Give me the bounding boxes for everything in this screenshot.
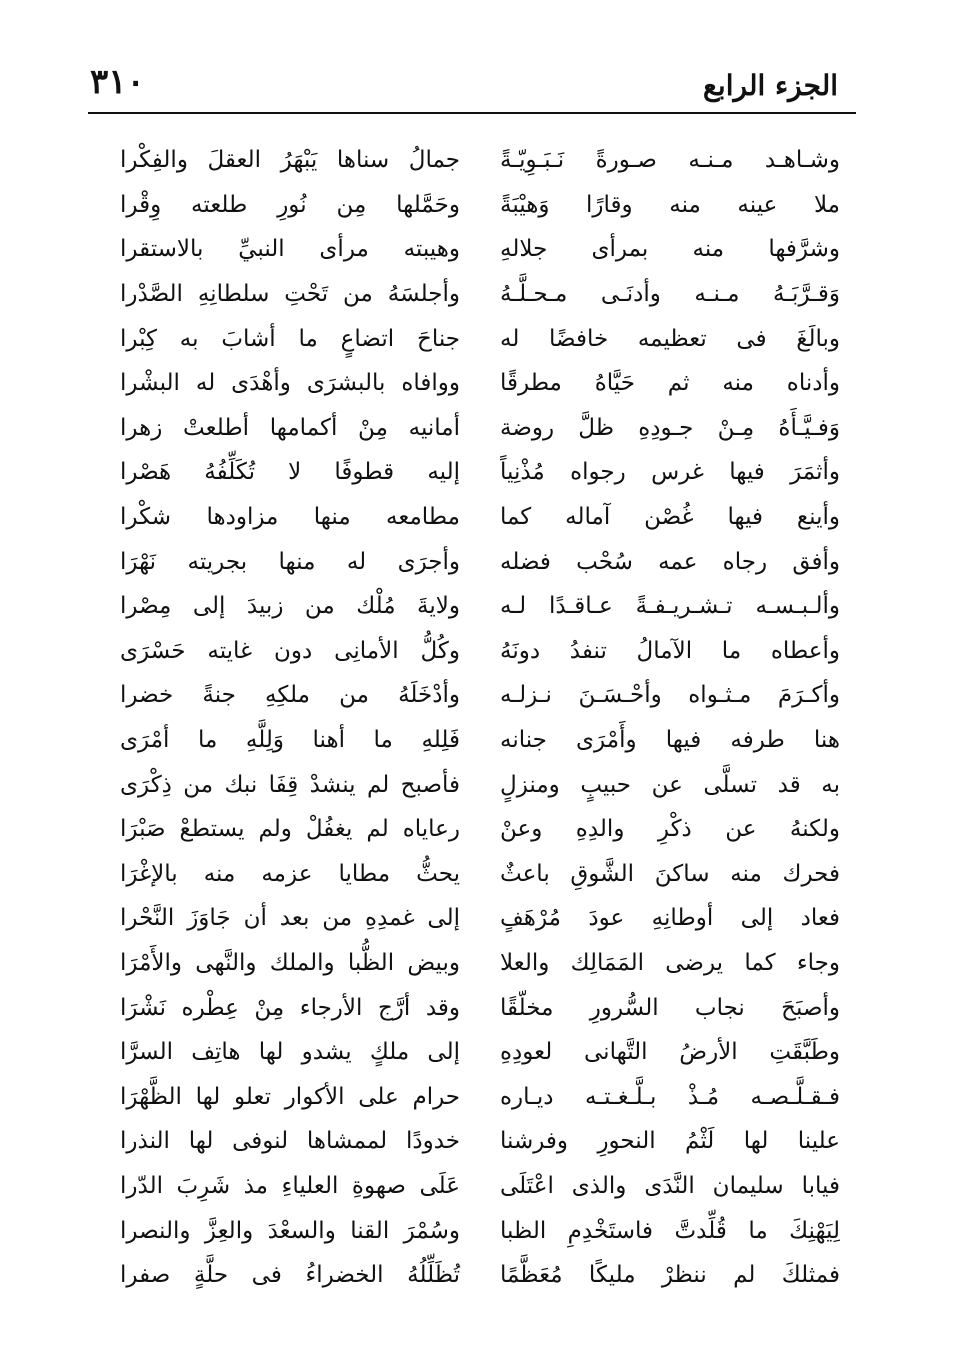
- second-hemistich: أمانيه مِنْ أكمامها أطلعتْ زهرا: [120, 414, 460, 441]
- first-hemistich: لِيَهْنِكَ ما قُلِّدتَّ فاستَخْدِمِ الظبا: [500, 1217, 840, 1244]
- second-hemistich: مطامعه منها مزاودها شكْرا: [120, 504, 460, 531]
- first-hemistich: هنا طرفه فيها وأَمْرَى جنانه: [500, 727, 840, 754]
- second-hemistich: وبيض الظُّبا والملك والنَّهى والأَمْرَا: [120, 949, 460, 976]
- second-hemistich: فَلِلهِ ما أهنا وَلِلَّهِ ما أمْرَى: [120, 727, 460, 754]
- verse-line: [120, 316, 840, 361]
- first-hemistich: فعاد إلى أوطانِهِ عودَ مُرْهَفٍ: [500, 905, 840, 932]
- second-hemistich: ووافاه بالبشرَى وأهْدَى له البشْرا: [120, 370, 460, 397]
- first-hemistich: وَقـرَّبَـهُ مـنـه وأدنَـى مـحـلَّـهُ: [500, 281, 840, 308]
- first-hemistich: فمثلكَ لم ننظرْ مليكًا مُعَظَّمًا: [500, 1262, 840, 1289]
- verse-line: [120, 762, 840, 807]
- second-hemistich: يحثُّ مطايا عزمه منه بالإغْرَا: [120, 860, 460, 887]
- first-hemistich: فحرك منه ساكنَ الشَّوقِ باعثٌ: [500, 860, 840, 887]
- verse-line: [120, 138, 840, 183]
- second-hemistich: وقد أرَّج الأرجاء مِنْ عِطْره نَشْرَا: [120, 994, 460, 1021]
- verse-line: [120, 629, 840, 674]
- second-hemistich: جمالُ سناها يَبْهَرُ العقلَ والفِكْرا: [120, 147, 460, 174]
- page-header: [90, 58, 856, 108]
- verse-line: [120, 1253, 840, 1298]
- second-hemistich: وحَمَّلها مِن نُورِ طلعته وِقْرا: [120, 191, 460, 218]
- verse-line: [120, 1208, 840, 1253]
- verse-line: [120, 1030, 840, 1075]
- verse-line: [120, 584, 840, 629]
- verse-line: [120, 718, 840, 763]
- first-hemistich: وأثمَرَ فيها غرس رجواه مُذْنِياً: [500, 459, 840, 486]
- verse-line: [120, 183, 840, 228]
- first-hemistich: وطَبَّقَتِ الأرضُ التَّهانى لعودِهِ: [500, 1039, 840, 1066]
- second-hemistich: إليه قطوفًا لا تُكَلِّفُهُ هَصْرا: [120, 459, 460, 486]
- verse-line: [120, 985, 840, 1030]
- first-hemistich: فـقـلَّـصـه مُـذْ بـلَّـغـتـه ديـاره: [500, 1083, 840, 1110]
- verse-line: [120, 227, 840, 272]
- second-hemistich: عَلَى صهوةِ العلياءِ مذ شَرِبَ الدّرا: [120, 1172, 460, 1199]
- second-hemistich: ولايةَ مُلْك من زبيدَ إلى مِصْرا: [120, 593, 460, 620]
- second-hemistich: إلى ملكٍ يشدو لها هاتِف السرَّا: [120, 1039, 460, 1066]
- first-hemistich: وألـبـسـه تـشـريـفـةً عـاقـدًا لـه: [500, 593, 840, 620]
- second-hemistich: حرام على الأكوار تعلو لها الظَّهْرَا: [120, 1083, 460, 1110]
- second-hemistich: إلى غمدِهِ من بعد أن جَاوَزَ النَّحْرا: [120, 905, 460, 932]
- second-hemistich: جناحَ اتضاعٍ ما أشابَ به كِبْرا: [120, 325, 460, 352]
- first-hemistich: علينا لها لَثْمُ النحورِ وفرشنا: [500, 1128, 840, 1155]
- verse-line: [120, 673, 840, 718]
- second-hemistich: وهيبته مرأى النبيِّ بالاستقرا: [120, 236, 460, 263]
- verse-line: [120, 450, 840, 495]
- first-hemistich: وشـاهـد مـنـه صـورةً نَـبَـوِيّـةً: [500, 147, 840, 174]
- verse-line: [120, 495, 840, 540]
- second-hemistich: خدودًا لممشاها لنوفى لها النذرا: [120, 1128, 460, 1155]
- second-hemistich: وأجلسَهُ من تَحْتِ سلطانِهِ الصَّدْرا: [120, 281, 460, 308]
- verse-line: [120, 272, 840, 317]
- second-hemistich: فأصبح لم ينشدْ قِفَا نبك من ذِكْرَى: [120, 771, 460, 798]
- header-rule: [88, 112, 856, 114]
- first-hemistich: وجاء كما يرضى المَمَالِك والعلا: [500, 949, 840, 976]
- first-hemistich: ولكنهُ عن ذكْرِ والدِهِ وعنْ: [500, 816, 840, 843]
- second-hemistich: وكُلُّ الأمانِى دون غايته حَسْرَى: [120, 637, 460, 664]
- verse-line: [120, 896, 840, 941]
- first-hemistich: ملا عينه منه وقارًا وَهيْبَةً: [500, 191, 840, 218]
- second-hemistich: تُظَلِّلُهُ الخضراءُ فى حلَّةٍ صفرا: [120, 1262, 460, 1289]
- verse-line: [120, 406, 840, 451]
- verse-line: [120, 852, 840, 897]
- first-hemistich: وأكـرَمَ مـثـواه وأحْـسَـنَ نـزلـه: [500, 682, 840, 709]
- page-number: ٣١٠: [90, 62, 145, 102]
- first-hemistich: وبالَغَ فى تعظيمه خافضًا له: [500, 325, 840, 352]
- verse-line: [120, 361, 840, 406]
- second-hemistich: وسُمْرَ القنا والسعْدَ والعِزَّ والنصرا: [120, 1217, 460, 1244]
- poem-body: [120, 138, 840, 1297]
- verse-line: [120, 807, 840, 852]
- running-title: الجزء الرابع: [703, 69, 838, 102]
- first-hemistich: به قد تسلَّى عن حبيبٍ ومنزلٍ: [500, 771, 840, 798]
- second-hemistich: وأجرَى له منها بجريته نَهْرَا: [120, 548, 460, 575]
- verse-line: [120, 539, 840, 584]
- verse-line: [120, 1164, 840, 1209]
- first-hemistich: وأينع فيها غُصْن آماله كما: [500, 504, 840, 531]
- first-hemistich: وأدناه منه ثم حَيَّاهُ مطرقًا: [500, 370, 840, 397]
- first-hemistich: وأعطاه ما الآمالُ تنفدُ دونَهُ: [500, 637, 840, 664]
- first-hemistich: وأفق رجاه عمه سُحْب فضله: [500, 548, 840, 575]
- first-hemistich: وَفـيَّـأَهُ مِـنْ جـودِهِ ظلَّ روضة: [500, 414, 840, 441]
- first-hemistich: وشرَّفها منه بمرأى جلالهِ: [500, 236, 840, 263]
- second-hemistich: وأدْخَلَهُ من ملكِهِ جنةً خضرا: [120, 682, 460, 709]
- verse-line: [120, 1119, 840, 1164]
- first-hemistich: وأصبَحَ نجاب السُّرورِ مخلّقًا: [500, 994, 840, 1021]
- second-hemistich: رعاياه لم يغفُلْ ولم يستطعْ صَبْرَا: [120, 816, 460, 843]
- first-hemistich: فيابا سليمان النَّدَى والذى اعْتَلَى: [500, 1172, 840, 1199]
- verse-line: [120, 1074, 840, 1119]
- verse-line: [120, 941, 840, 986]
